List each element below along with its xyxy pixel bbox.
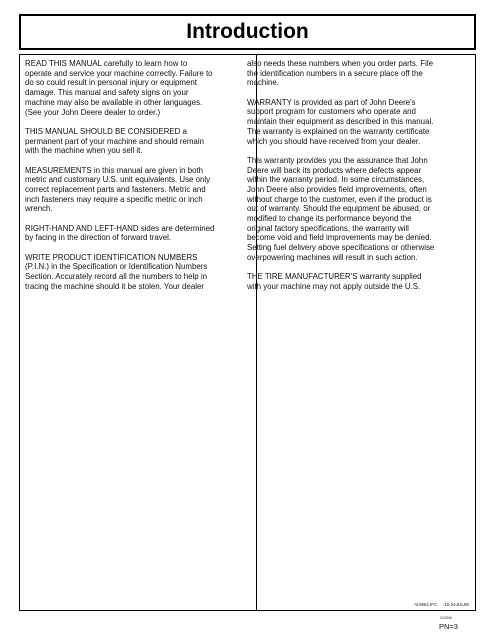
paragraph-right-left-hand: RIGHT-HAND AND LEFT-HAND sides are determined by facing in the direction of forward travel. (25, 223, 215, 243)
left-column (25, 59, 249, 301)
paragraph-manual-permanent: THIS MANUAL SHOULD BE CONSIDERED a permanent part of your machine and should remain with the machine when you sell it. (25, 126, 204, 156)
title-box (19, 14, 476, 50)
paragraph-pin-numbers: WRITE PRODUCT IDENTIFICATION NUMBERS (P.I.N.) in the Specification or Identification Numbers Section. Accurately record all the numbers to help in tracing the machine should it be stolen. Your dealer (25, 252, 208, 291)
document-code: 010596 (440, 616, 452, 620)
page-number: PN=3 (439, 622, 458, 631)
paragraph-read-manual: READ THIS MANUAL carefully to learn how to operate and service your machine correctly. Failure to do so could result in personal injury or equipment damage. This manual and safety signs on your machine may also be available in other languages. (See your John Deere dealer to order.) (25, 59, 213, 117)
paragraph-warranty: WARRANTY is provided as part of John Deere's support program for customers who operate and maintain their equipment as described in this manual. The warranty is explained on the warranty certificate which you should have received from your dealer. (247, 97, 434, 146)
paragraph-tire-warranty: THE TIRE MANUFACTURER'S warranty supplied with your machine may not apply outside the U.S. (247, 272, 422, 291)
content-box (19, 54, 476, 611)
paragraph-measurements: MEASUREMENTS in this manual are given in both metric and customary U.S. unit equivalents. Use only correct replacement parts and fasteners. Metric and inch fasteners may require a specific metric or inch wrench. (25, 165, 211, 214)
right-column (247, 59, 469, 301)
paragraph-dealer-numbers: also needs these numbers when you order parts. File the identification numbers in a secure place off the machine. (247, 59, 433, 88)
page-title: Introduction (186, 20, 309, 43)
reference-code: AI4964,IFC -19-24JUL95 (414, 602, 469, 607)
paragraph-warranty-assurance: This warranty provides you the assurance that John Deere will back its products where defects appear within the warranty period. In some circumstances, John Deere also provides field improvements, often without charge to the customer, even if the product is out of warranty. Should the equipment be abused, or modified to change its performance beyond the original factory specifications, the warranty will become void and field improvements may be denied. Setting fuel delivery above specifications or otherwise overpowering machines will result in such action. (247, 155, 435, 262)
